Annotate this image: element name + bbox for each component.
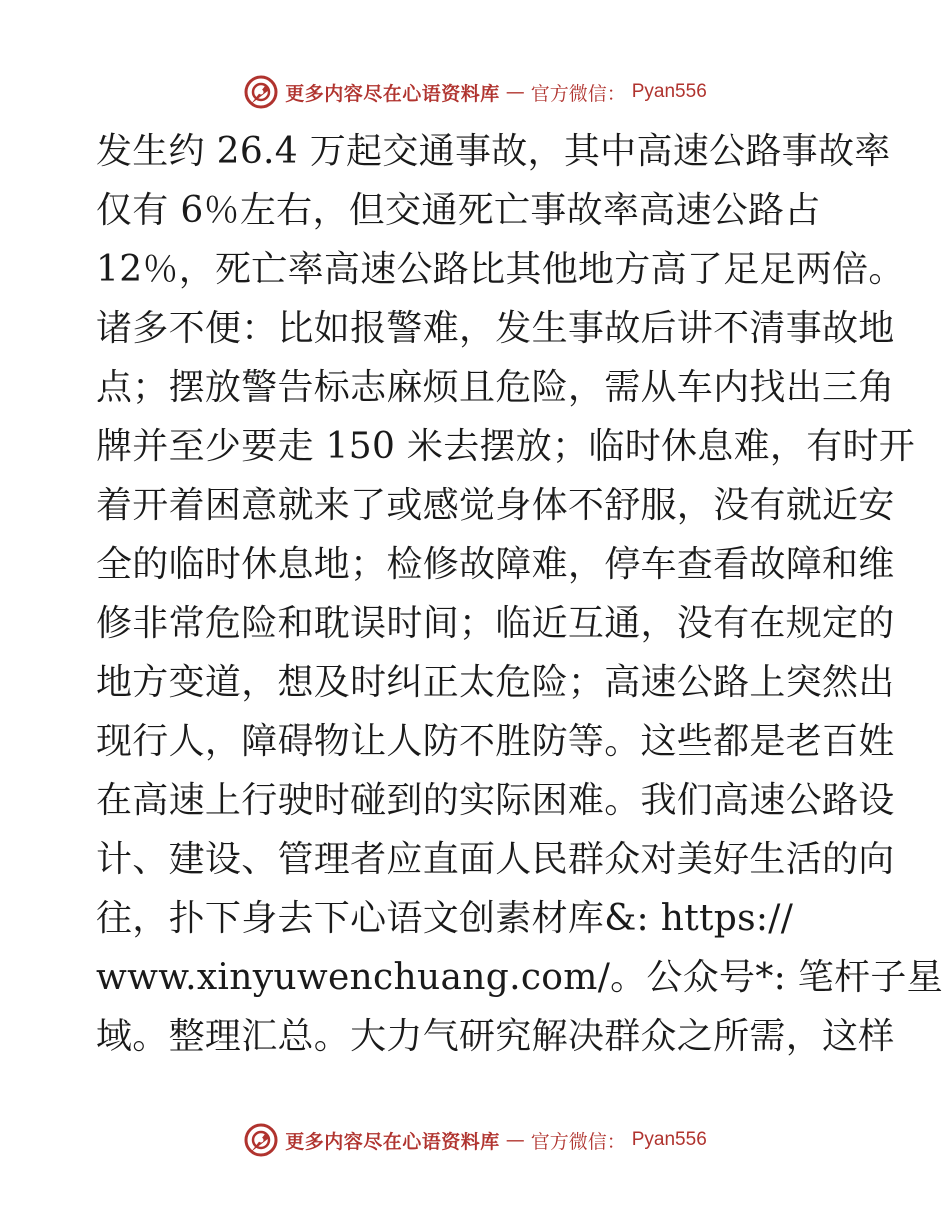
footer-official-label: 官方微信： <box>530 1130 626 1153</box>
body-line: 全的临时休息地；检修故障难，停车查看故障和维 <box>96 544 895 585</box>
page-footer <box>0 1120 950 1160</box>
body-line: 修非常危险和耽误时间；临近互通，没有在规定的 <box>96 603 895 644</box>
body-line: 域。整理汇总。大力气研究解决群众之所需，这样 <box>96 1016 895 1057</box>
header-brand-text: 更多内容尽在心语资料库 <box>285 82 500 105</box>
header-wechat-id: Pyan556 <box>631 81 707 102</box>
body-line: 仅有 6％左右，但交通死亡事故率高速公路占 <box>96 190 821 231</box>
body-line: 牌并至少要走 150 米去摆放；临时休息难，有时开 <box>96 426 916 467</box>
body-line: 发生约 26.4 万起交通事故，其中高速公路事故率 <box>96 131 891 172</box>
footer-wechat-id: Pyan556 <box>631 1129 707 1150</box>
body-line: 12％，死亡率高速公路比其他地方高了足足两倍。 <box>96 249 905 290</box>
body-line: 往，扑下身去下心语文创素材库&: https:// <box>96 898 794 939</box>
page-header <box>0 72 950 112</box>
brand-logo-icon <box>243 74 279 110</box>
brand-logo-icon <box>243 1122 279 1158</box>
body-line: 地方变道，想及时纠正太危险；高速公路上突然出 <box>96 662 895 703</box>
body-line: 现行人，障碍物让人防不胜防等。这些都是老百姓 <box>96 721 895 762</box>
body-line: 计、建设、管理者应直面人民群众对美好生活的向 <box>96 839 895 880</box>
footer-dash: — <box>505 1129 525 1151</box>
body-line: 点；摆放警告标志麻烦且危险，需从车内找出三角 <box>96 367 895 408</box>
footer-banner <box>243 1122 707 1158</box>
body-line: 着开着困意就来了或感觉身体不舒服，没有就近安 <box>96 485 895 526</box>
body-line: 在高速上行驶时碰到的实际困难。我们高速公路设 <box>96 780 895 821</box>
header-dash: — <box>505 81 525 103</box>
header-banner <box>243 74 707 110</box>
body-line: www.xinyuwenchuang.com/。公众号*: 笔杆子星 <box>96 957 943 998</box>
header-official-label: 官方微信： <box>530 82 626 105</box>
footer-brand-text: 更多内容尽在心语资料库 <box>285 1130 500 1153</box>
body-line: 诸多不便：比如报警难，发生事故后讲不清事故地 <box>96 308 895 349</box>
document-body <box>96 122 943 1066</box>
